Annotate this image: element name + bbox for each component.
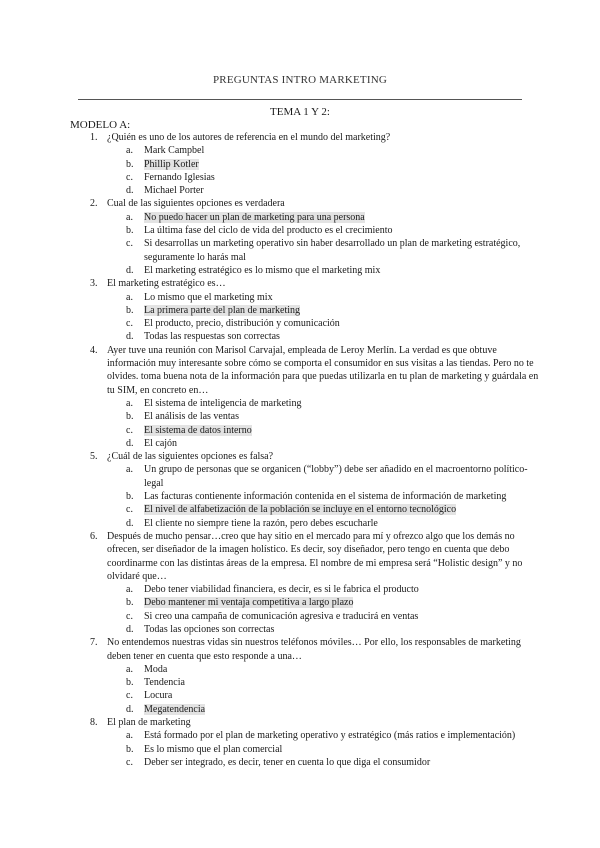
question-text: Después de mucho pensar…creo que hay sitio en el mercado para mí y ofrezco algo que los demás no ofrecen, ser diseñador de la imagen holístico. Es decir, soy diseñador, pero tengo en cuenta que debo coordinarme con las distintas áreas de la empresa. El nombre de mi empresa será “Holistic design” y no olvidaré que…: [107, 530, 523, 582]
question-item: [70, 716, 540, 769]
option-list: [107, 291, 540, 344]
question-number: 1.: [90, 132, 98, 143]
option-letter: a.: [126, 464, 133, 476]
answer-option: [107, 237, 540, 264]
option-text-highlighted: El sistema de datos interno: [144, 424, 252, 436]
option-letter: d.: [126, 437, 134, 449]
question-item: [70, 131, 540, 197]
answer-option: [107, 503, 540, 516]
option-text: Tendencia: [144, 677, 185, 689]
option-letter: b.: [126, 491, 134, 503]
option-letter: c.: [126, 690, 133, 702]
option-letter: b.: [126, 158, 134, 170]
question-item: [70, 636, 540, 716]
answer-option: [107, 171, 540, 184]
question-item: [70, 530, 540, 636]
option-letter: a.: [126, 663, 133, 675]
option-text: Lo mismo que el marketing mix: [144, 291, 273, 303]
option-text: Todas las respuestas son correctas: [144, 331, 280, 343]
option-text: Está formado por el plan de marketing operativo y estratégico (más ratios e implementación): [144, 730, 516, 742]
option-letter: a.: [126, 730, 133, 742]
question-text: ¿Cuál de las siguientes opciones es falsa?: [107, 451, 274, 463]
option-text: Moda: [144, 663, 168, 675]
question-number: 6.: [90, 530, 98, 542]
answer-option: [107, 410, 540, 423]
question-list: [70, 131, 540, 769]
option-letter: d.: [126, 623, 134, 635]
answer-option: [107, 144, 540, 157]
answer-option: [107, 463, 540, 490]
answer-option: [107, 663, 540, 676]
question-text: ¿Quién es uno de los autores de referencia en el mundo del marketing?: [107, 132, 391, 143]
option-letter: a.: [126, 211, 133, 223]
answer-option: [107, 424, 540, 437]
answer-option: [107, 224, 540, 237]
option-text-highlighted: Debo mantener mi ventaja competitiva a largo plazo: [144, 597, 354, 609]
answer-option: [107, 743, 540, 756]
answer-option: [107, 211, 540, 224]
option-text: Un grupo de personas que se organicen (“lobby”) debe ser añadido en el macroentorno político-legal: [144, 464, 528, 489]
answer-option: [107, 490, 540, 503]
option-letter: a.: [126, 397, 133, 409]
option-letter: c.: [126, 424, 133, 436]
header-divider: [78, 99, 522, 100]
answer-option: [107, 184, 540, 197]
option-text: El análisis de las ventas: [144, 411, 239, 423]
answer-option: [107, 596, 540, 609]
option-letter: b.: [126, 304, 134, 316]
option-text-highlighted: Megatendencia: [144, 703, 206, 715]
option-list: [107, 663, 540, 716]
option-text: Las facturas contienente información contenida en el sistema de información de marketing: [144, 491, 507, 503]
option-text-highlighted: No puedo hacer un plan de marketing para una persona: [144, 211, 365, 223]
option-letter: a.: [126, 291, 133, 303]
question-number: 4.: [90, 344, 98, 356]
answer-option: [107, 756, 540, 769]
answer-option: [107, 158, 540, 171]
question-number: 7.: [90, 637, 98, 649]
option-list: [107, 397, 540, 450]
option-text: Es lo mismo que el plan comercial: [144, 743, 283, 755]
option-letter: d.: [126, 331, 134, 343]
option-letter: d.: [126, 185, 134, 197]
option-text: Michael Porter: [144, 185, 204, 197]
option-text: Deber ser integrado, es decir, tener en cuenta lo que diga el consumidor: [144, 756, 431, 768]
question-item: [70, 277, 540, 343]
question-item: [70, 197, 540, 277]
option-text-highlighted: El nivel de alfabetización de la población se incluye en el entorno tecnológico: [144, 504, 457, 516]
answer-option: [107, 517, 540, 530]
answer-option: [107, 291, 540, 304]
answer-option: [107, 317, 540, 330]
option-list: [107, 463, 540, 529]
option-list: [107, 583, 540, 636]
question-text: Ayer tuve una reunión con Marisol Carvajal, empleada de Leroy Merlín. La verdad es que obtuve información muy interesante sobre cómo se comporta el consumidor en sus visitas a las tiendas. Pero no te olvides. toma buena nota de la información para que puedas utilizarla en tu plan de marketing y guárdala en tu SIM, en concreto en…: [107, 344, 539, 396]
option-letter: c.: [126, 756, 133, 768]
option-text: Si desarrollas un marketing operativo sin haber desarrollado un plan de marketing estratégico, seguramente lo harás mal: [144, 238, 521, 263]
option-list: [107, 729, 540, 769]
option-letter: c.: [126, 238, 133, 250]
option-text: El cliente no siempre tiene la razón, pero debes escucharle: [144, 517, 378, 529]
option-text: El sistema de inteligencia de marketing: [144, 397, 302, 409]
answer-option: [107, 703, 540, 716]
option-text: Si creo una campaña de comunicación agresiva e traducirá en ventas: [144, 610, 419, 622]
option-text: Todas las opciones son correctas: [144, 623, 275, 635]
answer-option: [107, 623, 540, 636]
option-text: El producto, precio, distribución y comunicación: [144, 318, 340, 330]
option-letter: c.: [126, 318, 133, 330]
option-letter: b.: [126, 597, 134, 609]
model-label: MODELO A:: [70, 119, 131, 131]
answer-option: [107, 330, 540, 343]
question-item: [70, 450, 540, 530]
answer-option: [107, 397, 540, 410]
option-list: [107, 211, 540, 277]
document-header: PREGUNTAS INTRO MARKETING: [212, 74, 387, 86]
option-text: El cajón: [144, 437, 178, 449]
question-text: El plan de marketing: [107, 717, 191, 729]
option-letter: b.: [126, 411, 134, 423]
option-list: [107, 144, 540, 197]
option-letter: d.: [126, 517, 134, 529]
answer-option: [107, 676, 540, 689]
question-text: Cual de las siguientes opciones es verdadera: [107, 198, 285, 210]
question-text: El marketing estratégico es…: [107, 278, 226, 290]
answer-option: [107, 610, 540, 623]
option-text: Locura: [144, 690, 173, 702]
option-letter: b.: [126, 677, 134, 689]
answer-option: [107, 437, 540, 450]
answer-option: [107, 264, 540, 277]
option-text: La última fase del ciclo de vida del producto es el crecimiento: [144, 225, 393, 237]
answer-option: [107, 583, 540, 596]
option-letter: b.: [126, 225, 134, 237]
option-letter: a.: [126, 584, 133, 596]
option-text: Mark Campbel: [144, 145, 205, 157]
answer-option: [107, 689, 540, 702]
section-title: TEMA 1 Y 2:: [270, 106, 330, 118]
option-text: Debo tener viabilidad financiera, es decir, es si le fabrica el producto: [144, 584, 419, 596]
question-text: No entendemos nuestras vidas sin nuestros teléfonos móviles… Por ello, los responsables de marketing deben tener en cuenta que esto responde a una…: [107, 637, 521, 662]
option-letter: c.: [126, 610, 133, 622]
answer-option: [107, 304, 540, 317]
option-text-highlighted: Phillip Kotler: [144, 158, 199, 170]
question-number: 5.: [90, 451, 98, 463]
answer-option: [107, 729, 540, 742]
question-number: 2.: [90, 198, 98, 210]
option-text: Fernando Iglesias: [144, 171, 215, 183]
option-text-highlighted: La primera parte del plan de marketing: [144, 304, 301, 316]
option-letter: a.: [126, 145, 133, 157]
option-text: El marketing estratégico es lo mismo que el marketing mix: [144, 264, 381, 276]
option-letter: c.: [126, 171, 133, 183]
option-letter: d.: [126, 703, 134, 715]
option-letter: b.: [126, 743, 134, 755]
option-letter: c.: [126, 504, 133, 516]
option-letter: d.: [126, 264, 134, 276]
question-number: 3.: [90, 278, 98, 290]
question-item: [70, 344, 540, 450]
question-number: 8.: [90, 717, 98, 729]
